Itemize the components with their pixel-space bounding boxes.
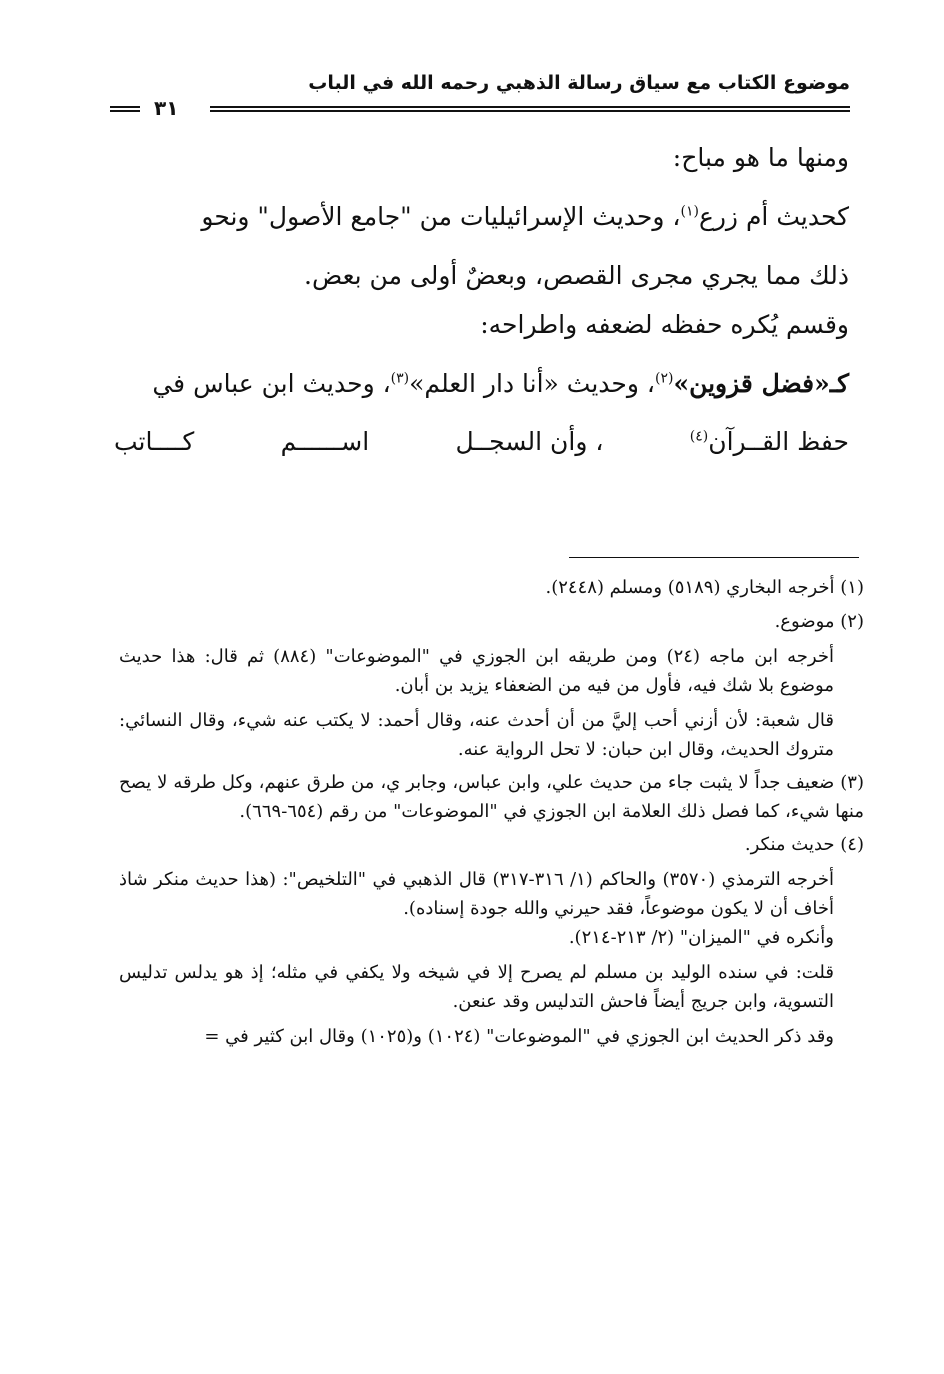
footnote-4: (٤) حديث منكر. <box>744 834 864 855</box>
main-line-2: كحديث أم زرع$^{(١)}$، وحديث الإسرائيليات من "جامع الأصول" ونحو <box>201 202 849 231</box>
main-text <box>114 142 849 458</box>
footnote-ref-4[interactable]: (٤) <box>689 428 709 445</box>
footnote-2-source: أخرجه ابن ماجه (٢٤) ومن طريقه ابن الجوزي في "الموضوعات" (٨٨٤) ثم قال: هذا حديث موضوع بلا شك فيه، فأول من فيه من الضعفاء يزيد بن أبان. <box>119 646 834 696</box>
footnote-4-mizan: وأنكره في "الميزان" (٢/ ٢١٣-٢١٤). <box>568 927 834 948</box>
main-line-3: ذلك مما يجري مجرى القصص، وبعضٌ أولى من بعض. <box>304 261 849 290</box>
footnote-4-source: أخرجه الترمذي (٣٥٧٠) والحاكم (١/ ٣١٦-٣١٧) قال الذهبي في "التلخيص": (هذا حديث منكر شاذ أخاف أن لا يكون موضوعاً، فقد حيرني والله جودة إسناده). <box>119 869 834 919</box>
footnote-3: (٣) ضعيف جداً لا يثبت جاء من حديث علي، وابن عباس، وجابر ي، من طرق عنهم، وكل طرقه لا يصح منها شيء، كما فصل ذلك العلامة ابن الجوزي في "الموضوعات" من رقم (٦٥٤-٦٦٩). <box>119 772 864 822</box>
footnote-separator <box>569 557 859 558</box>
footnote-ref-1[interactable]: (١) <box>680 203 699 220</box>
running-header <box>110 66 850 126</box>
header-title: موضوع الكتاب مع سياق رسالة الذهبي رحمه الله في الباب <box>308 72 850 94</box>
main-line-4: وقسم يُكره حفظه لضعفه واطراحه: <box>480 310 849 339</box>
footnotes <box>119 573 864 1051</box>
page-number-mark <box>110 106 140 112</box>
footnote-ref-3[interactable]: (٣) <box>390 370 410 387</box>
footnote-1: (١) أخرجه البخاري (٥١٨٩) ومسلم (٢٤٤٨). <box>545 577 864 598</box>
main-line-6: حفظ القــرآن$^{(٤)}$ ، وأن السجــل اســــــم كــــاتب <box>114 427 849 456</box>
footnote-2: (٢) موضوع. <box>774 611 864 632</box>
page-number: ٣١ <box>154 96 179 120</box>
footnote-2-critique: قال شعبة: لأن أزني أحب إليَّ من أن أحدث عنه، وقال أحمد: لا يكتب عنه شيء، وقال النسائي: متروك الحديث، وقال ابن حبان: لا تحل الرواية عنه. <box>119 710 834 760</box>
header-rule <box>210 106 850 112</box>
main-line-1: ومنها ما هو مباح: <box>672 143 849 172</box>
main-line-5: كـ«فضل قزوين»$^{(٢)}$، وحديث «أنا دار العلم»$^{(٣)}$، وحديث ابن عباس في <box>152 369 849 398</box>
footnote-4-comment: قلت: في سنده الوليد بن مسلم لم يصرح إلا في شيخه ولا يكفي في مثله؛ إذ هو يدلس تدليس التسوية، وابن جريج أيضاً فاحش التدليس وقد عنعن. <box>119 962 834 1012</box>
footnote-ref-2[interactable]: (٢) <box>654 370 674 387</box>
footnote-4-continued: وقد ذكر الحديث ابن الجوزي في "الموضوعات" (١٠٢٤) و(١٠٢٥) وقال ابن كثير في = <box>204 1026 834 1047</box>
